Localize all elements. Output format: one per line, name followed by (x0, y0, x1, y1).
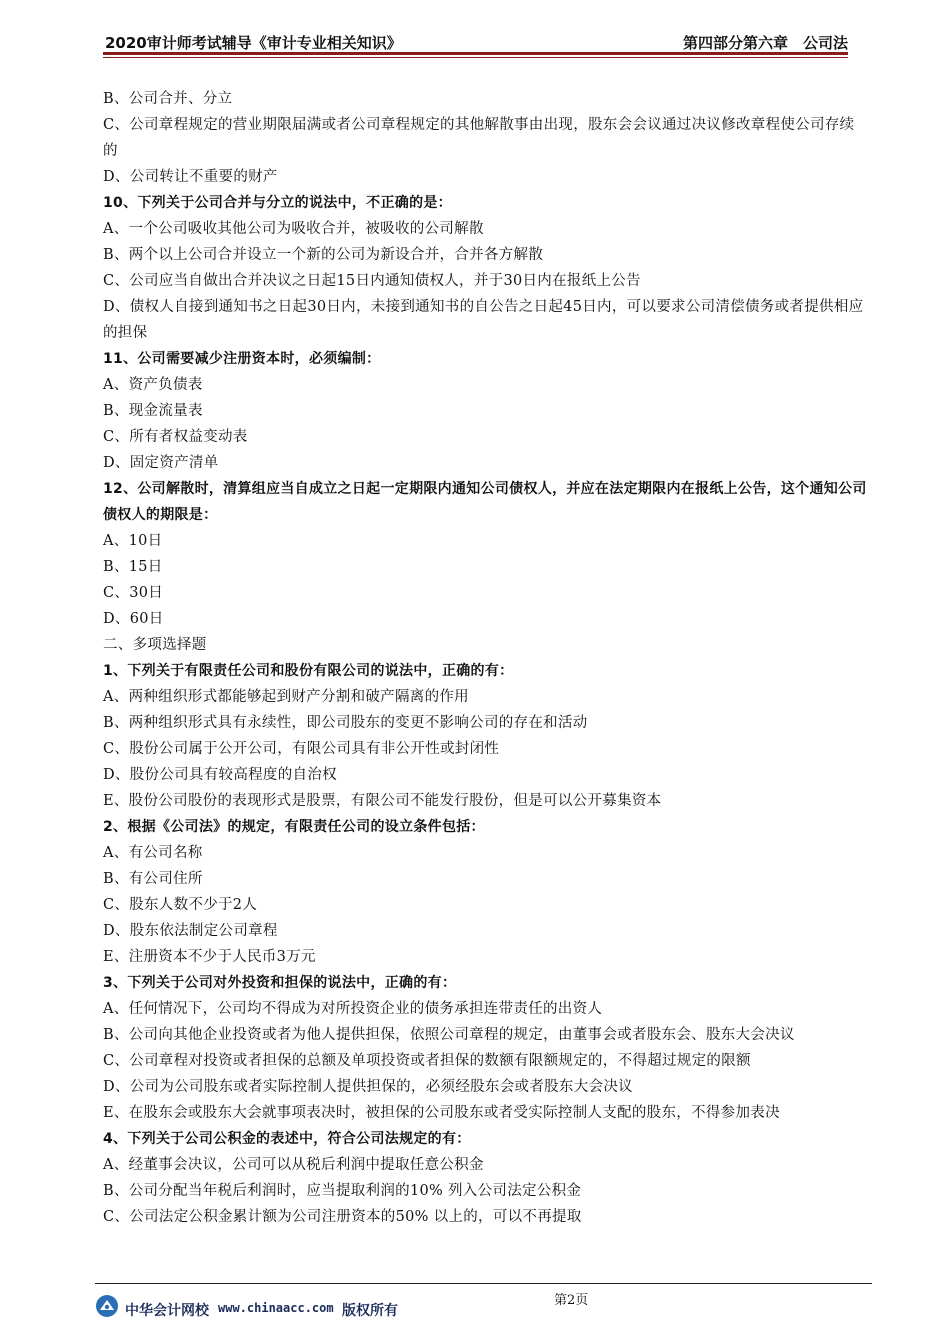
option-line: D、公司转让不重要的财产 (103, 169, 278, 185)
page-number: 第2页 (554, 1293, 589, 1308)
header-chapter: 第四部分第六章 公司法 (682, 34, 848, 52)
option-line: A、资产负债表 (103, 377, 203, 393)
option-line: E、在股东会或股东大会就事项表决时，被担保的公司股东或者受实际控制人支配的股东，不得参加表决 (103, 1105, 780, 1121)
question-title: 4、下列关于公司公积金的表述中，符合公司法规定的有： (103, 1131, 471, 1147)
option-line: C、公司法定公积金累计额为公司注册资本的50% 以上的，可以不再提取 (103, 1209, 582, 1225)
option-line: C、股东人数不少于2人 (103, 897, 258, 913)
question-title: 11、公司需要减少注册资本时，必须编制： (103, 351, 381, 367)
question-title: 12、公司解散时，清算组应当自成立之日起一定期限内通知公司债权人，并应在法定期限内在报纸上公告，这个通知公司债权人的期限是： (103, 481, 867, 523)
option-line: A、10日 (103, 533, 163, 549)
option-line: A、两种组织形式都能够起到财产分割和破产隔离的作用 (103, 689, 469, 705)
option-line: B、两种组织形式具有永续性，即公司股东的变更不影响公司的存在和活动 (103, 715, 588, 731)
footer-rights: 版权所有 (342, 1303, 398, 1319)
footer-url[interactable]: www.chinaacc.com (218, 1301, 334, 1315)
option-line: D、股份公司具有较高程度的自治权 (103, 767, 337, 783)
section-heading: 二、多项选择题 (103, 637, 207, 653)
header-rule-thin (103, 57, 848, 58)
option-line: C、公司章程规定的营业期限届满或者公司章程规定的其他解散事由出现，股东会会议通过决议修改章程使公司存续的 (103, 117, 855, 159)
option-line: E、股份公司股份的表现形式是股票，有限公司不能发行股份，但是可以公开募集资本 (103, 793, 662, 809)
option-line: E、注册资本不少于人民币3万元 (103, 949, 316, 965)
option-line: D、公司为公司股东或者实际控制人提供担保的，必须经股东会或者股东大会决议 (103, 1079, 633, 1095)
option-line: C、所有者权益变动表 (103, 429, 248, 445)
document-body (103, 86, 868, 1230)
option-line: B、现金流量表 (103, 403, 203, 419)
option-line: D、股东依法制定公司章程 (103, 923, 278, 939)
option-line: D、债权人自接到通知书之日起30日内，未接到通知书的自公告之日起45日内，可以要求公司清偿债务或者提供相应的担保 (103, 299, 864, 341)
option-line: B、公司分配当年税后利润时，应当提取利润的10% 列入公司法定公积金 (103, 1183, 582, 1199)
option-line: C、公司章程对投资或者担保的总额及单项投资或者担保的数额有限额规定的，不得超过规定的限额 (103, 1053, 751, 1069)
footer-rule (95, 1283, 872, 1284)
page-header (103, 28, 848, 54)
option-line: A、任何情况下，公司均不得成为对所投资企业的债务承担连带责任的出资人 (103, 1001, 603, 1017)
option-line: B、两个以上公司合并设立一个新的公司为新设合并，合并各方解散 (103, 247, 544, 263)
option-line: C、公司应当自做出合并决议之日起15日内通知债权人，并于30日内在报纸上公告 (103, 273, 641, 289)
option-line: A、一个公司吸收其他公司为吸收合并，被吸收的公司解散 (103, 221, 484, 237)
option-line: D、固定资产清单 (103, 455, 219, 471)
header-title: 2020审计师考试辅导《审计专业相关知识》 (105, 34, 402, 52)
question-title: 10、下列关于公司合并与分立的说法中，不正确的是： (103, 195, 452, 211)
page-footer (95, 1292, 872, 1332)
option-line: B、15日 (103, 559, 163, 575)
question-title: 3、下列关于公司对外投资和担保的说法中，正确的有： (103, 975, 457, 991)
option-line: B、有公司住所 (103, 871, 203, 887)
footer-brand: 中华会计网校 (125, 1303, 209, 1319)
option-line: D、60日 (103, 611, 164, 627)
option-line: A、有公司名称 (103, 845, 203, 861)
header-rule-thick (103, 52, 848, 55)
option-line: C、股份公司属于公开公司，有限公司具有非公开性或封闭性 (103, 741, 500, 757)
chinaacc-logo-icon (95, 1294, 119, 1318)
option-line: A、经董事会决议，公司可以从税后利润中提取任意公积金 (103, 1157, 484, 1173)
question-title: 1、下列关于有限责任公司和股份有限公司的说法中，正确的有： (103, 663, 514, 679)
question-title: 2、根据《公司法》的规定，有限责任公司的设立条件包括： (103, 819, 485, 835)
option-line: B、公司向其他企业投资或者为他人提供担保，依照公司章程的规定，由董事会或者股东会、股东大会决议 (103, 1027, 795, 1043)
option-line: B、公司合并、分立 (103, 91, 233, 107)
option-line: C、30日 (103, 585, 164, 601)
